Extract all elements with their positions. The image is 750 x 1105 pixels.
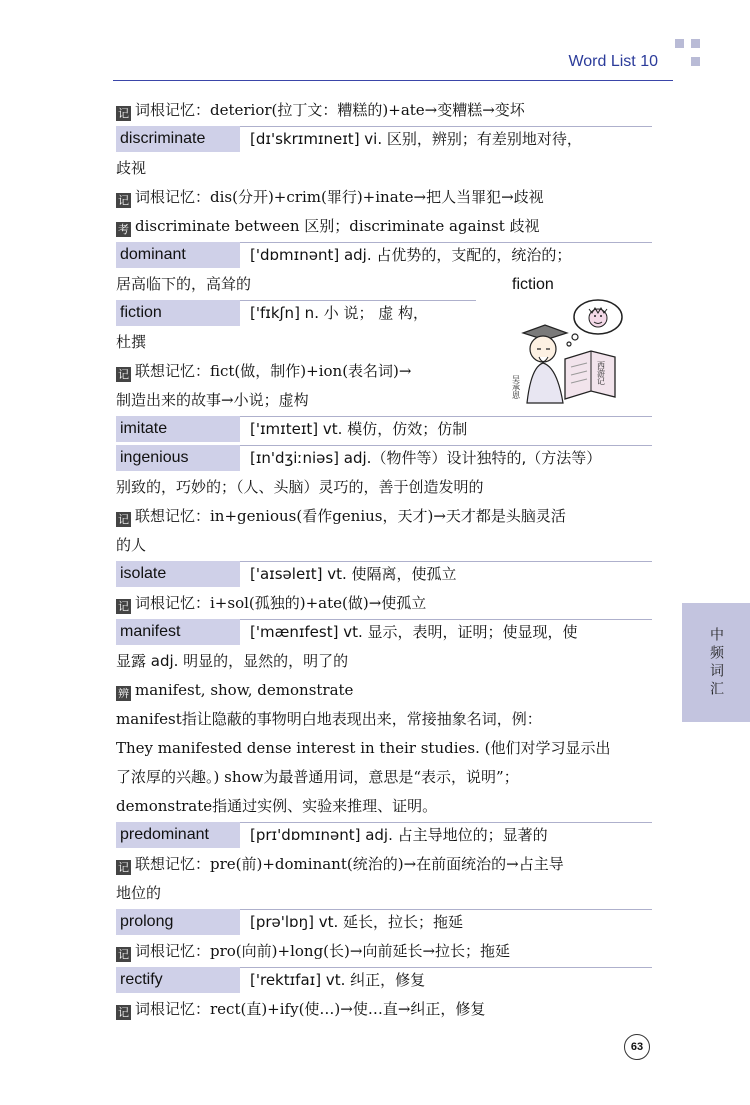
headword: ingenious	[116, 445, 240, 471]
memory-mark: 记	[118, 513, 129, 526]
headword: predominant	[116, 822, 240, 848]
memory-note: 记 词根记忆：dis(分开)+crim(罪行)+inate→把人当罪犯→歧视	[118, 188, 544, 207]
illustration-caption: fiction	[512, 276, 554, 293]
author-signature: 吴承恩	[511, 375, 521, 399]
memory-note: 记 联想记忆：fict(做，制作)+ion(表名词)→	[118, 362, 412, 381]
entry-prolong	[116, 908, 652, 937]
entry-isolate	[116, 560, 652, 589]
word-list-content	[116, 96, 652, 1024]
definition: ['rektɪfaɪ] vt. 纠正，修复	[250, 971, 426, 989]
exam-mark: 考	[118, 223, 129, 236]
entry-ingenious	[116, 444, 652, 473]
header-decor-square	[691, 39, 700, 48]
entry-discriminate	[116, 125, 652, 154]
memory-note: 记 词根记忆：rect(直)+ify(使…)→使…直→纠正，修复	[118, 1000, 486, 1019]
headword: isolate	[116, 561, 240, 587]
memory-mark: 记	[118, 600, 129, 613]
entry-rectify	[116, 966, 652, 995]
usage-paragraph-line: They manifested dense interest in their studies. (他们对学习显示出	[116, 739, 611, 757]
headword: manifest	[116, 619, 240, 645]
memory-mark: 记	[118, 194, 129, 207]
definition-continued: 别致的，巧妙的；（人、头脑）灵巧的，善于创造发明的	[116, 478, 484, 496]
definition: [prə'lɒŋ] vt. 延长，拉长；拖延	[250, 913, 464, 931]
entry-predominant	[116, 821, 652, 850]
usage-paragraph-line: demonstrate指通过实例、实验来推理、证明。	[116, 797, 438, 815]
memory-mark: 记	[118, 861, 129, 874]
memory-note: 记 词根记忆：deterior(拉丁文：糟糕的)+ate→变糟糕→变坏	[118, 101, 525, 120]
definition: ['mænɪfest] vt. 显示，表明，证明；使显现，使	[250, 623, 578, 641]
memory-note-continued: 制造出来的故事→小说；虚构	[116, 391, 309, 409]
definition-continued: 居高临下的，高耸的	[116, 275, 252, 293]
headword: fiction	[116, 300, 240, 326]
page-header-title: Word List 10	[568, 53, 658, 70]
definition: [prɪ'dɒmɪnənt] adj. 占主导地位的；显著的	[250, 826, 548, 844]
distinguish-note: 辨 manifest, show, demonstrate	[118, 681, 354, 700]
definition-continued: 歧视	[116, 159, 147, 177]
headword: rectify	[116, 967, 240, 993]
entry-manifest	[116, 618, 652, 647]
section-side-tab	[682, 603, 750, 722]
memory-note: 记 词根记忆：pro(向前)+long(长)→向前延长→拉长；拖延	[118, 942, 511, 961]
headword: discriminate	[116, 126, 240, 152]
book-title-text: 西游记	[596, 361, 606, 385]
usage-paragraph-line: manifest指让隐蔽的事物明白地表现出来，常接抽象名词，例：	[116, 710, 542, 728]
headword: dominant	[116, 242, 240, 268]
header-decor-square	[675, 39, 684, 48]
definition: ['dɒmɪnənt] adj. 占优势的，支配的，统治的；	[250, 246, 572, 264]
writer-cartoon-illustration	[513, 297, 631, 405]
memory-mark: 记	[118, 368, 129, 381]
headword: imitate	[116, 416, 240, 442]
memory-mark: 记	[118, 948, 129, 961]
headword: prolong	[116, 909, 240, 935]
memory-note: 记 联想记忆：pre(前)+dominant(统治的)→在前面统治的→占主导	[118, 855, 564, 874]
definition: [ɪn'dʒiːniəs] adj.（物件等）设计独特的,（方法等）	[250, 449, 602, 467]
memory-note: 记 联想记忆：in+genious(看作genius，天才)→天才都是头脑灵活	[118, 507, 566, 526]
entry-imitate	[116, 415, 652, 444]
definition-continued: 杜撰	[116, 333, 147, 351]
definition: [dɪ'skrɪmɪneɪt] vi. 区别，辨别；有差别地对待，	[250, 130, 582, 148]
usage-paragraph-line: 了浓厚的兴趣。) show为最普通用词，意思是“表示，说明”；	[116, 768, 519, 786]
distinguish-mark: 辨	[118, 687, 129, 700]
definition-continued: 显露 adj. 明显的，显然的，明了的	[116, 652, 349, 670]
page-number: 63	[624, 1034, 650, 1060]
memory-mark: 记	[118, 107, 129, 120]
definition: ['fɪkʃn] n. 小 说； 虚 构，	[250, 304, 429, 322]
definition: ['ɪmɪteɪt] vt. 模仿，仿效；仿制	[250, 420, 468, 438]
memory-note-continued: 的人	[116, 536, 147, 554]
exam-note: 考 discriminate between 区别；discriminate against 歧视	[118, 217, 540, 236]
memory-mark: 记	[118, 1006, 129, 1019]
definition: ['aɪsəleɪt] vt. 使隔离，使孤立	[250, 565, 457, 583]
header-decor-square	[691, 57, 700, 66]
memory-note: 记 词根记忆：i+sol(孤独的)+ate(做)→使孤立	[118, 594, 427, 613]
section-side-tab-label: 中频词汇	[708, 627, 724, 699]
memory-note-continued: 地位的	[116, 884, 162, 902]
header-rule	[113, 80, 673, 81]
entry-dominant	[116, 241, 652, 270]
